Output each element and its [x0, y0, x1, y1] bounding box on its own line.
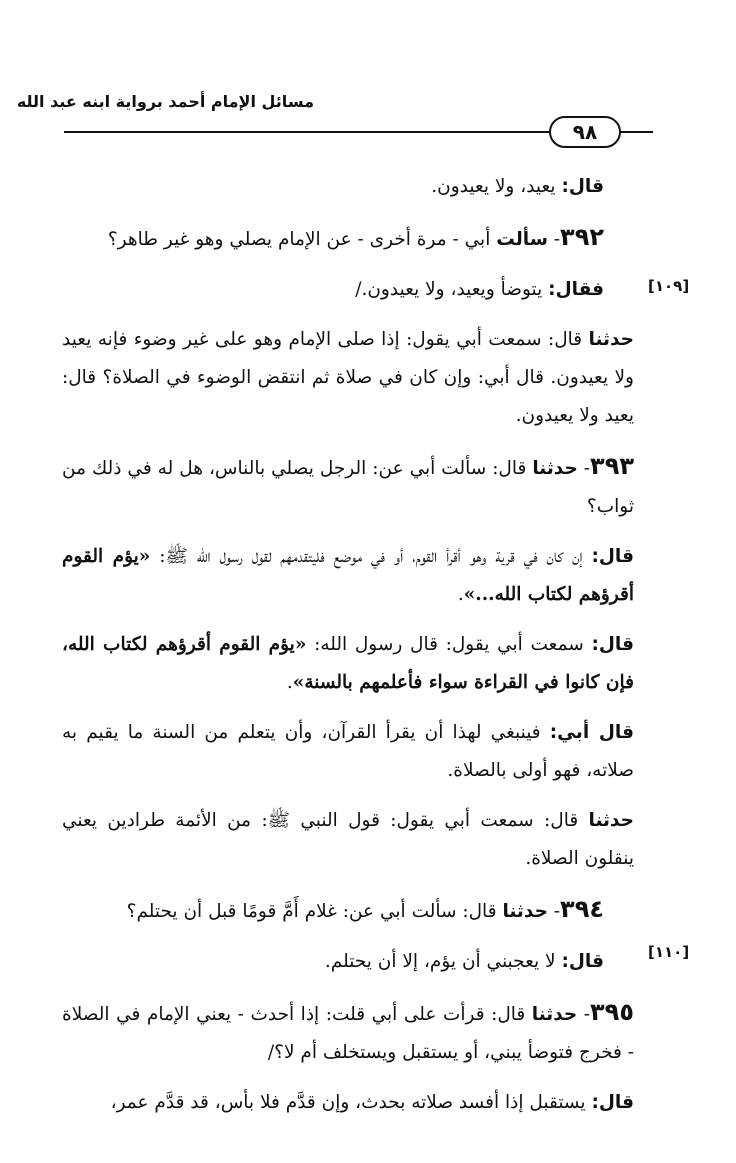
label-faqal: فقال: — [548, 279, 604, 300]
text: سمعت أبي يقول: قال رسول الله: — [314, 634, 584, 655]
label-qal-abi: قال أبي: — [549, 722, 634, 743]
text: قال: سألت أبي عن: غلام أَمَّ قومًا قبل أن يحتلم؟ — [126, 901, 497, 922]
text: يستقبل إذا أفسد صلاته بحدث، وإن قدَّم فلا بأس، قد قدَّم عمر، — [110, 1092, 586, 1113]
paragraph — [62, 168, 662, 206]
paragraph — [62, 271, 662, 309]
paragraph — [62, 321, 662, 435]
issue-number: ٣٩٣ — [590, 452, 634, 480]
hadith-quote: «يؤم القوم أقرؤهم لكتاب الله، فإن كانوا في القراءة سواء فأعلمهم بالسنة» — [62, 634, 634, 693]
label-qal: قال: — [561, 176, 604, 197]
label-haddathana: حدثنا — [502, 901, 548, 922]
margin-note: [١١٠] — [648, 943, 690, 961]
body-text — [62, 168, 662, 1134]
margin-note: [١٠٩] — [648, 277, 690, 295]
page-number: ٩٨ — [549, 116, 621, 148]
label-haddathana: حدثنا — [531, 1004, 578, 1025]
paragraph — [62, 943, 662, 981]
paragraph — [62, 714, 662, 790]
paragraph — [62, 538, 662, 614]
hadith-quote: «يؤم القوم أقرؤهم لكتاب الله...» — [62, 546, 634, 605]
text: إن كان في قرية وهو أقرأ القوم، أو في موضع فليتقدمهم لقول رسول الله ﷺ: — [159, 546, 583, 567]
text: . — [286, 672, 293, 693]
paragraph: ٣٩٥- حدثنا قال: قرأت على أبي قلت: إذا أحدث - يعني الإمام في الصلاة - فخرج فتوضأ يبني، أو يستقبل ويستخلف أم لا؟/ — [62, 998, 634, 1063]
text: قال: سمعت أبي يقول: قول النبي ﷺ: من الأئمة طرادين يعني ينقلون الصلاة. — [62, 810, 634, 869]
paragraph — [62, 626, 662, 702]
paragraph — [62, 1084, 662, 1122]
issue-number: ٣٩٢ — [560, 223, 604, 251]
text: أبي - مرة أخرى - عن الإمام يصلي وهو غير طاهر؟ — [107, 229, 491, 250]
text: قال: سمعت أبي يقول: إذا صلى الإمام وهو على غير وضوء فإنه يعيد ولا يعيدون. قال أبي: وإن كان في صلاة ثم انتقض الوضوء في الصلاة؟ قال: يعيد ولا يعيدون. — [62, 329, 634, 426]
text: قال: سألت أبي عن: الرجل يصلي بالناس، هل له في ذلك من ثواب؟ — [62, 458, 634, 517]
issue-number: ٣٩٤ — [560, 895, 604, 923]
paragraph: ٣٩٤- حدثنا قال: سألت أبي عن: غلام أَمَّ قومًا قبل أن يحتلم؟ — [126, 895, 604, 923]
label-haddathana: حدثنا — [588, 810, 634, 831]
text: يتوضأ ويعيد، ولا يعيدون./ — [355, 279, 543, 300]
paragraph: ٣٩٣- حدثنا قال: سألت أبي عن: الرجل يصلي بالناس، هل له في ذلك من ثواب؟ — [62, 452, 634, 517]
label-qal: قال: — [591, 634, 634, 655]
label-qal: قال: — [591, 546, 634, 567]
page-header-title: مسائل الإمام أحمد برواية ابنه عبد الله — [16, 92, 314, 111]
label-haddathana: حدثنا — [588, 329, 634, 350]
issue-number: ٣٩٥ — [590, 998, 634, 1026]
paragraph — [62, 802, 662, 878]
text: قال: قرأت على أبي قلت: إذا أحدث - يعني الإمام في الصلاة - فخرج فتوضأ يبني، أو يستقبل ويستخلف أم لا؟/ — [62, 1004, 634, 1063]
text: . — [457, 584, 464, 605]
text: يعيد، ولا يعيدون. — [431, 176, 556, 197]
paragraph: ٣٩٢- سألت أبي - مرة أخرى - عن الإمام يصلي وهو غير طاهر؟ — [107, 223, 604, 251]
label-qal: قال: — [591, 1092, 634, 1113]
label-saalt: سألت — [496, 229, 548, 250]
label-haddathana: حدثنا — [532, 458, 578, 479]
text: فينبغي لهذا أن يقرأ القرآن، وأن يتعلم من السنة ما يقيم به صلاته، فهو أولى بالصلاة. — [62, 722, 634, 781]
text: لا يعجبني أن يؤم، إلا أن يحتلم. — [324, 951, 556, 972]
label-qal: قال: — [561, 951, 604, 972]
